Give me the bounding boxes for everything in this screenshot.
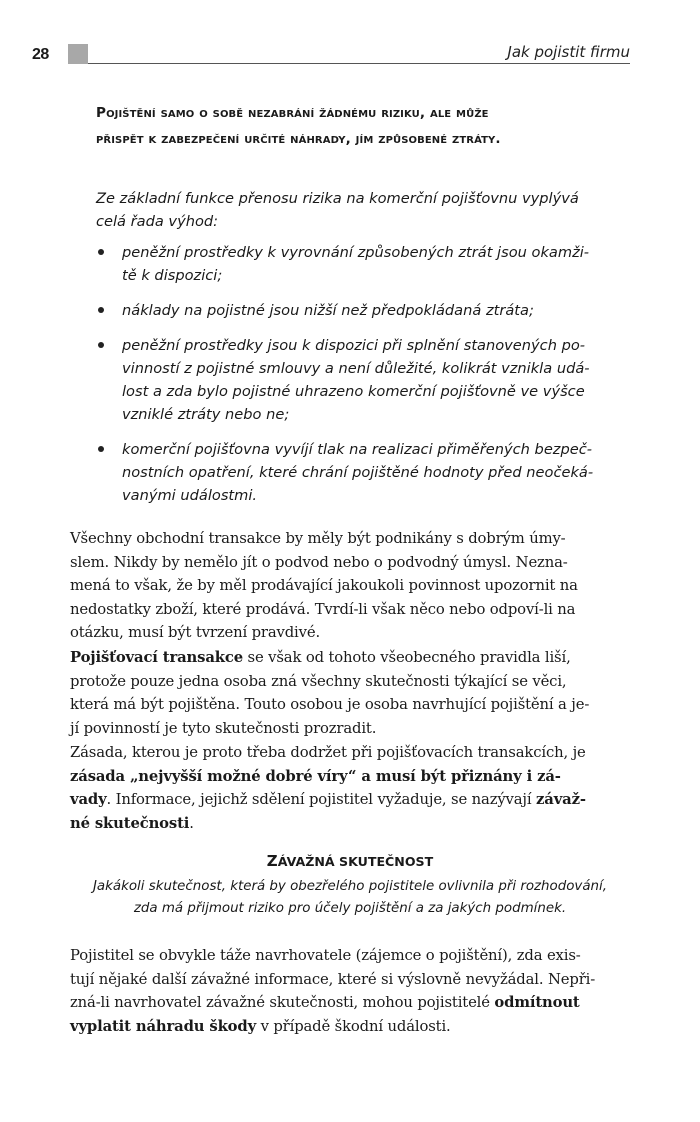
list-item-line: peněžní prostředky k vyrovnání způsobených ztrát jsou okamži-: [122, 244, 590, 261]
bold-term: odmítnout: [494, 994, 580, 1011]
bold-term: vyplatit náhradu škody: [70, 1017, 257, 1035]
text-span: . Informace, jejichž sdělení pojistitel vyžaduje, se nazývají: [106, 791, 537, 808]
text-span: v případě škodní události.: [256, 1017, 451, 1035]
list-item-line: nostních opatření, které chrání pojištěné hodnoty před neočeká-: [122, 464, 594, 481]
paragraph-insurance-transactions: [70, 646, 632, 740]
paragraph-line: [70, 991, 632, 1015]
list-item-line: peněžní prostředky jsou k dispozici při splnění stanovených po-: [122, 337, 586, 354]
paragraph-line: [70, 1015, 632, 1039]
intro-line: celá řada výhod:: [96, 213, 219, 230]
paragraph-line: protože pouze jedna osoba zná všechny skutečnosti týkající se věci,: [70, 672, 567, 690]
text-span: .: [189, 814, 194, 832]
paragraph-line: Pojistitel se obvykle táže navrhovatele (zájemce o pojištění), zda exis-: [70, 947, 581, 964]
list-item: [96, 334, 616, 426]
intro-line: Ze základní funkce přenosu rizika na komerční pojišťovnu vyplývá: [96, 190, 579, 207]
paragraph-line: nedostatky zboží, které prodává. Tvrdí-li však něco nebo odpoví-li na: [70, 600, 576, 618]
paragraph-line: Zásada, kterou je proto třeba dodržet při pojišťovacích transakcích, je: [70, 744, 586, 761]
list-item-line: vanými událostmi.: [122, 487, 258, 504]
paragraph-utmost-good-faith: [70, 741, 632, 835]
page-header: [0, 42, 700, 68]
paragraph-good-faith: [70, 527, 632, 645]
definition-line: zda má přijmout riziko pro účely pojištění a za jakých podmínek.: [133, 901, 567, 916]
paragraph-line: Všechny obchodní transakce by měly být podnikány s dobrým úmy-: [70, 530, 566, 547]
bold-term: Pojišťovací transakce: [70, 649, 243, 666]
list-item-line: komerční pojišťovna vyvíjí tlak na realizaci přiměřených bezpeč-: [122, 441, 592, 458]
advantages-list: [96, 241, 616, 507]
list-item-line: lost a zda bylo pojistné uhrazeno komerční pojišťovně ve výšce: [122, 383, 585, 400]
list-item-line: náklady na pojistné jsou nižší než předpokládaná ztráta;: [122, 302, 534, 319]
bold-term: né skutečnosti: [70, 814, 190, 832]
intro-text: [96, 187, 611, 233]
definition-title-rest: ÁVAŽNÁ SKUTEČNOST: [277, 854, 434, 869]
list-item-line: vzniklé ztráty nebo ne;: [122, 406, 290, 423]
callout-heading: [96, 100, 626, 152]
bullet-icon: [98, 446, 104, 452]
list-item-line: vinností z pojistné smlouvy a není důležité, kolikrát vznikla udá-: [122, 360, 590, 377]
callout-line: přispět k zabezpečení určité náhrady, jím způsobené ztráty.: [96, 131, 501, 147]
definition-title-initial: Z: [266, 852, 278, 870]
list-item-line: tě k dispozici;: [122, 267, 223, 284]
definition-line: Jakákoli skutečnost, která by obezřelého pojistitele ovlivnila při rozhodování,: [92, 879, 608, 894]
paragraph-line: mená to však, že by měl prodávající jakoukoli povinnost upozornit na: [70, 577, 578, 594]
page-number: 28: [32, 46, 49, 63]
bullet-icon: [98, 307, 104, 313]
bold-term: zásada „nejvyšší možné dobré víry“ a musí být přiznány i zá-: [70, 767, 561, 785]
paragraph-line: která má být pojištěna. Touto osobou je osoba navrhující pojištění a je-: [70, 696, 590, 713]
bullet-icon: [98, 342, 104, 348]
paragraph-line: [70, 788, 632, 812]
running-title: Jak pojistit firmu: [507, 43, 630, 61]
paragraph-insurer-inquiry: [70, 944, 632, 1038]
text-span: se však od tohoto všeobecného pravidla liší,: [243, 649, 571, 666]
text-span: zná-li navrhovatel závažné skutečnosti, mohou pojistitelé: [70, 994, 495, 1011]
bullet-icon: [98, 249, 104, 255]
list-item: [96, 438, 616, 507]
definition-title: [0, 851, 700, 872]
bold-term: vady: [70, 791, 107, 808]
list-item: [96, 299, 616, 322]
paragraph-line: jí povinností je tyto skutečnosti prozradit.: [70, 719, 377, 737]
paragraph-line: [70, 646, 632, 670]
header-rule: [88, 63, 630, 64]
paragraph-line: slem. Nikdy by nemělo jít o podvod nebo o podvodný úmysl. Nezna-: [70, 553, 568, 571]
paragraph-line: [70, 765, 632, 789]
callout-line: Pojištění samo o sobě nezabrání žádnému riziku, ale může: [96, 105, 489, 121]
paragraph-line: [70, 812, 632, 836]
bold-term: závaž-: [536, 791, 586, 808]
paragraph-line: tují nějaké další závažné informace, které si výslovně nevyžádal. Nepři-: [70, 970, 596, 988]
list-item: [96, 241, 616, 287]
header-grey-box: [68, 44, 88, 64]
paragraph-line: otázku, musí být tvrzení pravdivé.: [70, 624, 320, 641]
definition-text: [0, 876, 700, 920]
